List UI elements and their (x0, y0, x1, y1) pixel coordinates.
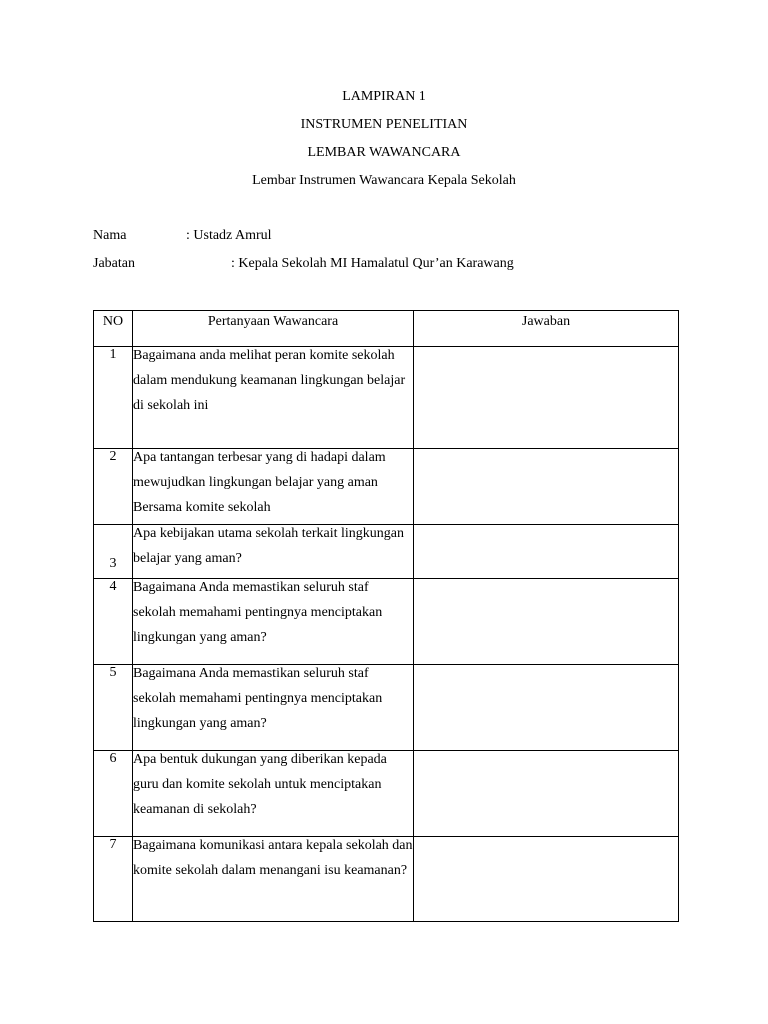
document-subtitle: Lembar Instrumen Wawancara Kepala Sekolah (252, 173, 516, 188)
interview-sheet-title: LEMBAR WAWANCARA (307, 145, 461, 160)
answer-cell (414, 525, 679, 579)
question-cell: Apa bentuk dukungan yang diberikan kepada guru dan komite sekolah untuk menciptakan keamanan di sekolah? (133, 751, 414, 837)
table-row (94, 751, 679, 837)
question-cell: Bagaimana Anda memastikan seluruh staf sekolah memahami pentingnya menciptakan lingkungan yang aman? (133, 665, 414, 751)
question-cell: Bagaimana komunikasi antara kepala sekolah dan komite sekolah dalam menangani isu keamanan? (133, 837, 414, 922)
answer-cell (414, 665, 679, 751)
answer-cell (414, 837, 679, 922)
name-label: Nama (93, 228, 127, 243)
table-header-row (94, 311, 679, 347)
appendix-title: LAMPIRAN 1 (342, 89, 426, 104)
answer-cell (414, 579, 679, 665)
answer-cell (414, 347, 679, 449)
table-row (94, 579, 679, 665)
question-cell: Apa kebijakan utama sekolah terkait lingkungan belajar yang aman? (133, 525, 414, 579)
header-question: Pertanyaan Wawancara (133, 311, 414, 347)
answer-cell (414, 751, 679, 837)
header-answer: Jawaban (414, 311, 679, 347)
table-row (94, 837, 679, 922)
instrument-title: INSTRUMEN PENELITIAN (300, 117, 468, 132)
table-row (94, 347, 679, 449)
header-no: NO (94, 311, 133, 347)
position-label: Jabatan (93, 256, 135, 271)
row-number: 1 (94, 347, 133, 449)
question-cell: Bagaimana Anda memastikan seluruh staf sekolah memahami pentingnya menciptakan lingkungan yang aman? (133, 579, 414, 665)
row-number: 3 (94, 525, 133, 579)
table-row (94, 525, 679, 579)
table-row (94, 665, 679, 751)
row-number: 5 (94, 665, 133, 751)
question-cell: Bagaimana anda melihat peran komite sekolah dalam mendukung keamanan lingkungan belajar di sekolah ini (133, 347, 414, 449)
row-number: 6 (94, 751, 133, 837)
interview-table (93, 310, 679, 922)
row-number: 4 (94, 579, 133, 665)
table-row (94, 449, 679, 525)
name-value: : Ustadz Amrul (186, 228, 272, 243)
answer-cell (414, 449, 679, 525)
question-cell: Apa tantangan terbesar yang di hadapi dalam mewujudkan lingkungan belajar yang aman Bersama komite sekolah (133, 449, 414, 525)
position-value: : Kepala Sekolah MI Hamalatul Qur’an Karawang (231, 256, 514, 271)
row-number: 2 (94, 449, 133, 525)
row-number: 7 (94, 837, 133, 922)
